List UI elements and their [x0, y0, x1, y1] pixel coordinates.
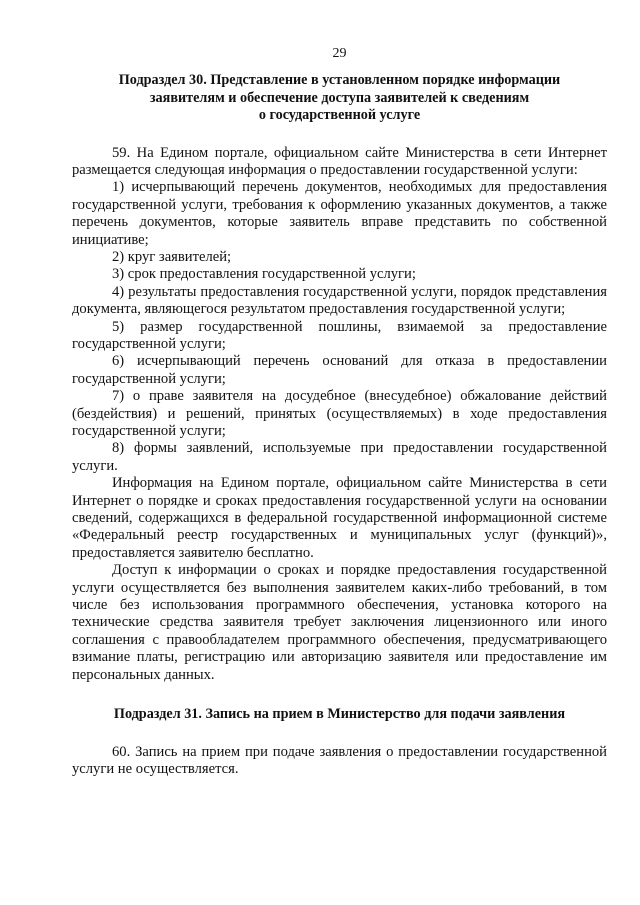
list-item: 3) срок предоставления государственной услуги; — [112, 266, 416, 283]
page-number: 29 — [332, 46, 347, 61]
section-30-heading-line: заявителям и обеспечение доступа заявителей к сведениям — [149, 89, 530, 106]
list-item: 5) размер государственной пошлины, взимаемой за предоставление государственной услуги; — [72, 318, 607, 352]
list-item: 6) исчерпывающий перечень оснований для отказа в предоставлении государственной услуги; — [72, 353, 607, 387]
list-item: 1) исчерпывающий перечень документов, необходимых для предоставления государственной услуги, требования к оформлению указанных документов, а также перечень документов, которые заявитель вправе представить по собственной инициативе; — [72, 179, 607, 248]
list-item: 2) круг заявителей; — [112, 248, 232, 265]
paragraph-access: Доступ к информации о сроках и порядке предоставления государственной услуги осуществляется без выполнения заявителем каких-либо требований, в том числе без использования программного обеспечения, установка которого на технические средства заявителя требует заключения лицензионного или иного соглашения с правообладателем программного обеспечения, предусматривающего взимание платы, регистрацию или авторизацию заявителя или предоставление им персональных данных. — [72, 562, 607, 683]
section-30-heading — [72, 72, 607, 125]
list-item: 4) результаты предоставления государственной услуги, порядок представления документа, являющегося результатом предоставления государственной услуги; — [72, 283, 607, 318]
list-item: 7) о праве заявителя на досудебное (внесудебное) обжалование действий (бездействия) и решений, принятых (осуществляемых) в ходе предоставления государственной услуги; — [72, 388, 607, 439]
paragraph-60: 60. Запись на прием при подаче заявления о предоставлении государственной услуги не осуществляется. — [72, 743, 607, 777]
paragraph-59-intro: 59. На Едином портале, официальном сайте Министерства в сети Интернет размещается следующая информация о предоставлении государственной услуги: — [72, 144, 607, 178]
list-item: 8) формы заявлений, используемые при предоставлении государственной услуги. — [72, 440, 607, 474]
section-30-heading-line: о государственной услуге — [258, 107, 421, 123]
section-31-heading: Подраздел 31. Запись на прием в Министерство для подачи заявления — [113, 706, 566, 723]
section-30-heading-line: Подраздел 30. Представление в установленном порядке информации — [118, 72, 561, 88]
document-page — [72, 44, 607, 778]
paragraph-info-free: Информация на Едином портале, официальном сайте Министерства в сети Интернет о порядке и сроках предоставления государственной услуги на основании сведений, содержащихся в федеральной государственной информационной системе «Федеральный реестр государственных и муниципальных услуг (функций)», предоставляется заявителю бесплатно. — [72, 475, 607, 561]
